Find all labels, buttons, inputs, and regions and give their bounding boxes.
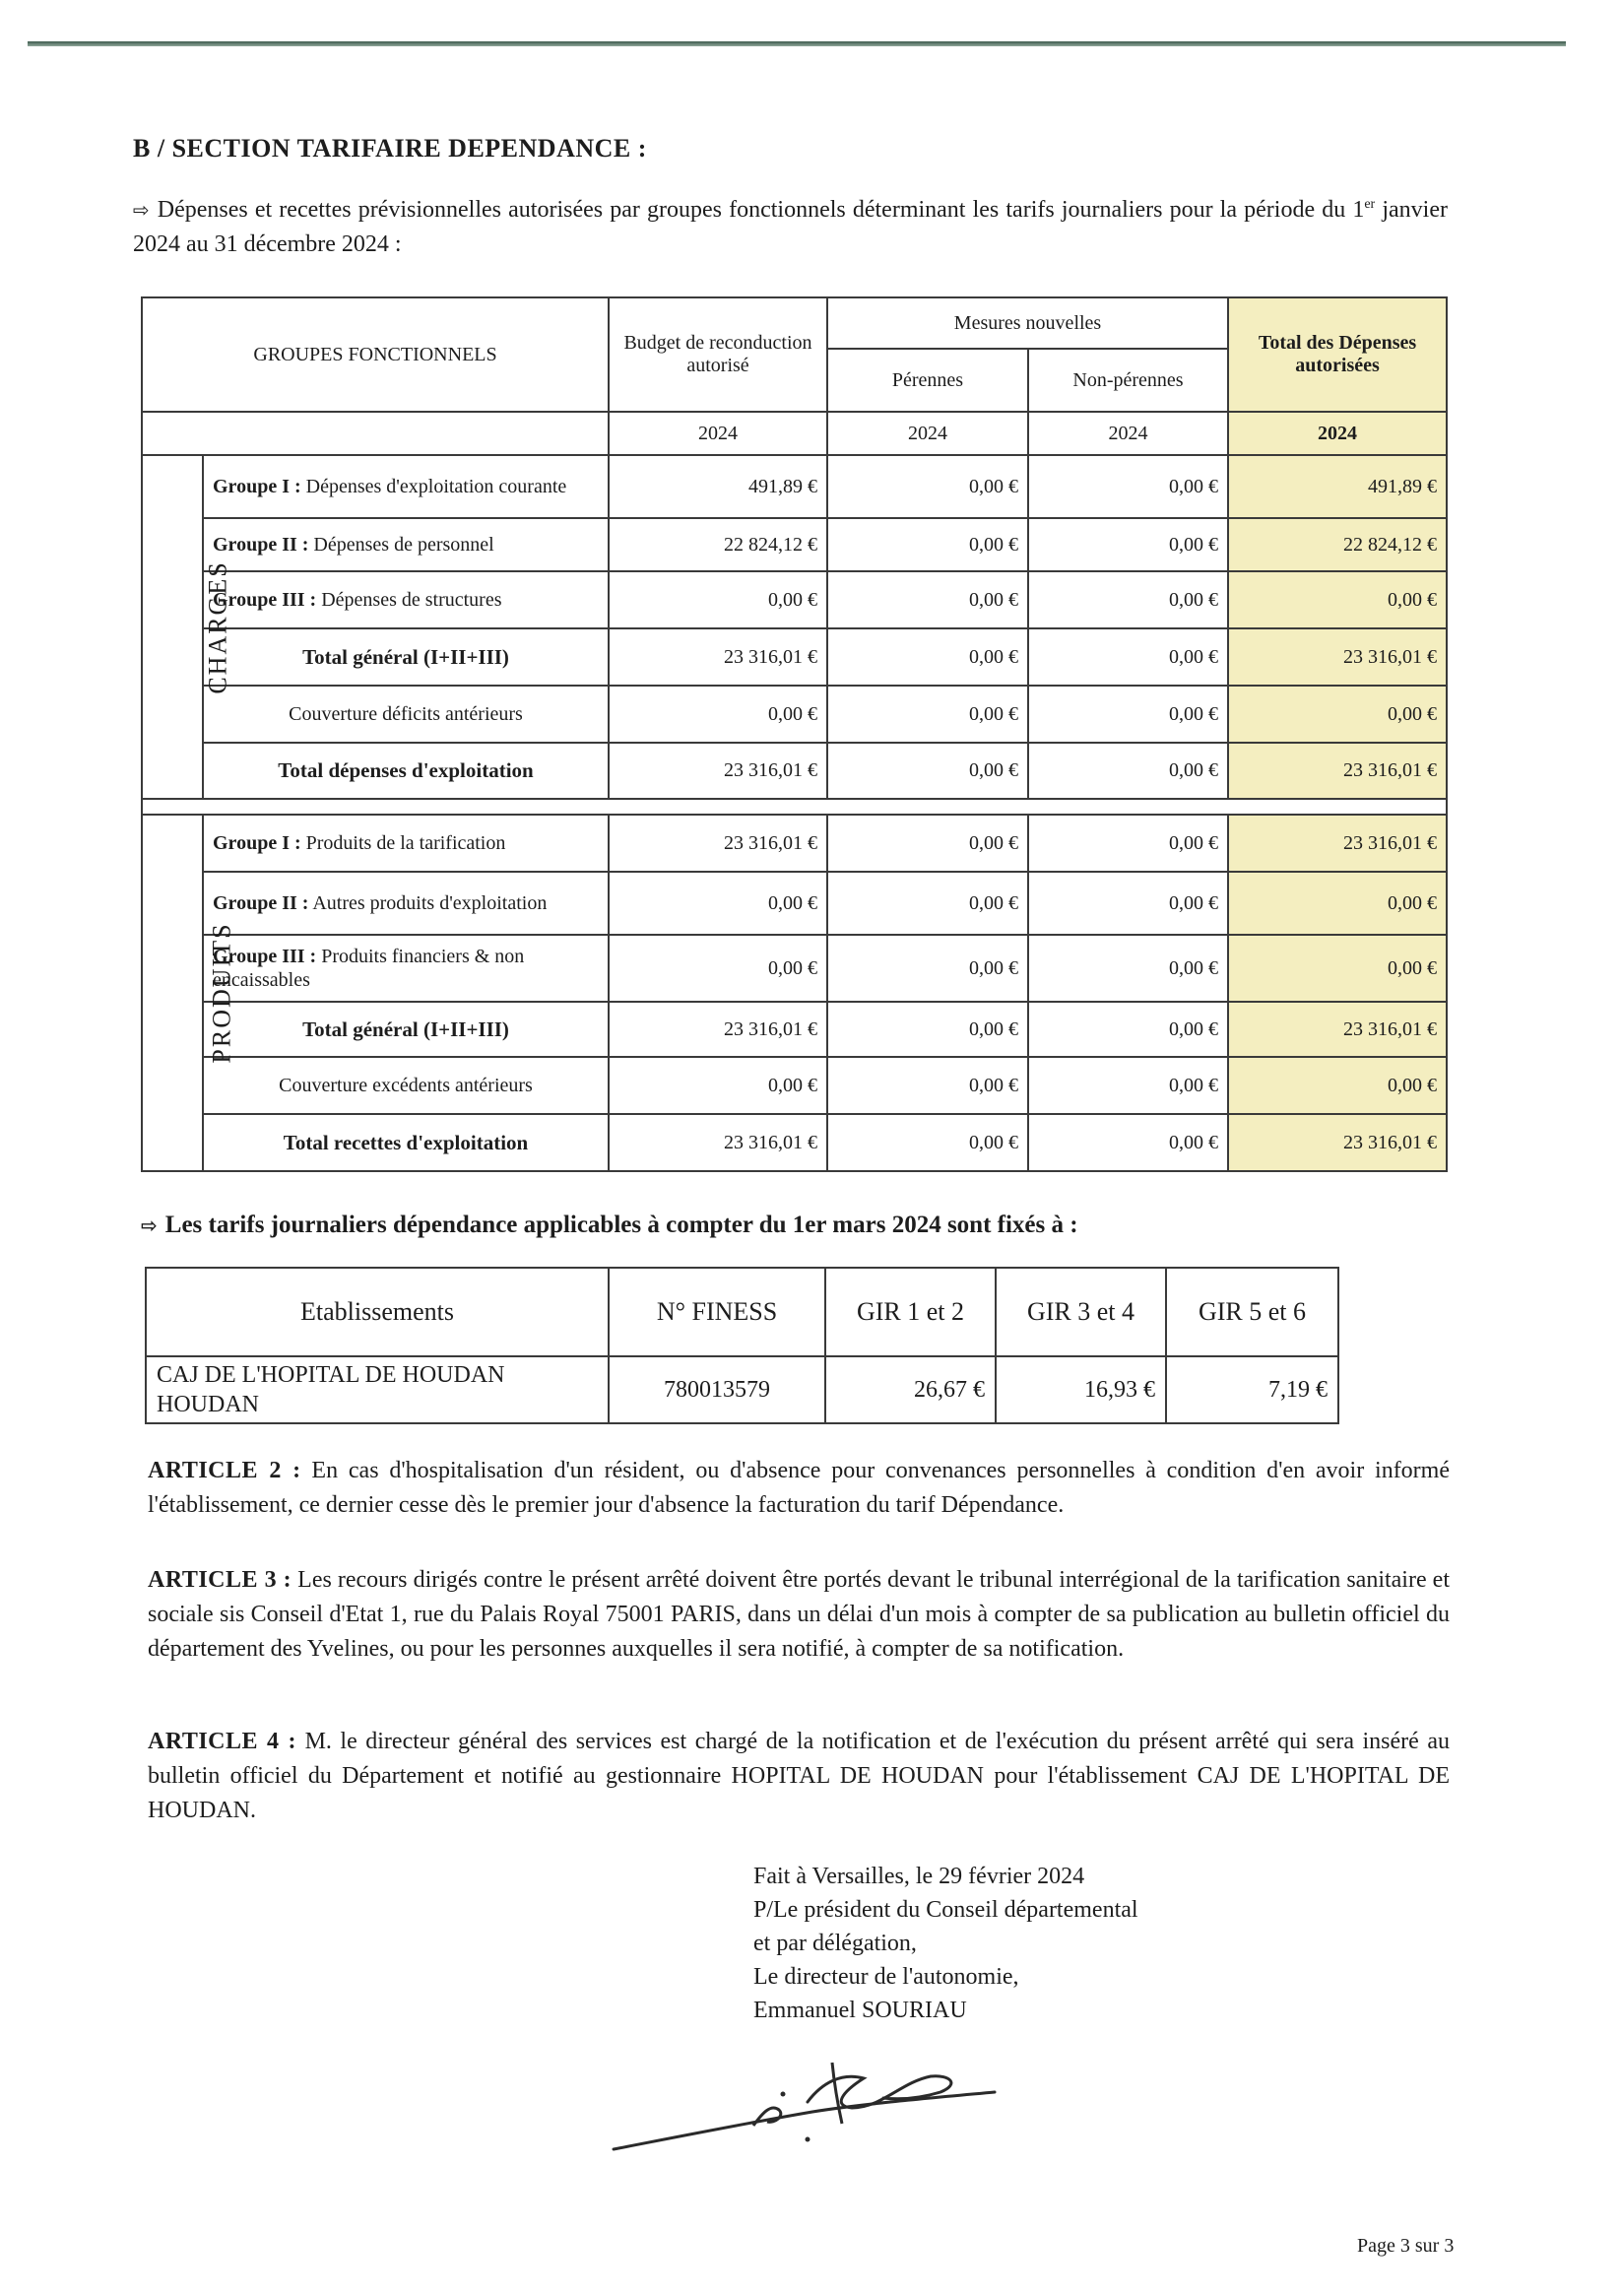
signature-block [753, 1860, 1138, 2027]
cell-total: 491,89 € [1228, 455, 1447, 518]
header-year-budget: 2024 [609, 412, 827, 455]
arrow-right-icon: ⇨ [133, 198, 150, 222]
cell-total: 23 316,01 € [1228, 1002, 1447, 1057]
signature-line: et par délégation, [753, 1931, 917, 1956]
header-perennes: Pérennes [827, 349, 1028, 412]
cell-total: 23 316,01 € [1228, 1114, 1447, 1171]
cell-budget: 23 316,01 € [609, 743, 827, 799]
cell-total: 0,00 € [1228, 872, 1447, 935]
cell-non-perennes: 0,00 € [1028, 518, 1228, 571]
cell-budget: 0,00 € [609, 571, 827, 628]
cell-budget: 23 316,01 € [609, 1114, 827, 1171]
cell-budget: 23 316,01 € [609, 1002, 827, 1057]
row-label: Couverture déficits antérieurs [203, 686, 609, 743]
cell-total: 0,00 € [1228, 1057, 1447, 1114]
table-row [142, 628, 1447, 686]
tarif-gir34: 16,93 € [996, 1356, 1166, 1423]
cell-perennes: 0,00 € [827, 1002, 1028, 1057]
cell-perennes: 0,00 € [827, 743, 1028, 799]
cell-perennes: 0,00 € [827, 1057, 1028, 1114]
section-title: B / SECTION TARIFAIRE DEPENDANCE : [133, 134, 647, 163]
header-year-total: 2024 [1228, 412, 1447, 455]
row-label: Groupe I : Dépenses d'exploitation courante [203, 455, 609, 518]
cell-total: 0,00 € [1228, 571, 1447, 628]
signature-line: P/Le président du Conseil départemental [753, 1897, 1138, 1923]
cell-non-perennes: 0,00 € [1028, 455, 1228, 518]
charges-section [142, 455, 1447, 799]
cell-total: 23 316,01 € [1228, 815, 1447, 872]
cell-perennes: 0,00 € [827, 455, 1028, 518]
header-budget: Budget de reconduction autorisé [609, 297, 827, 412]
row-label: Total général (I+II+III) [203, 628, 609, 686]
header-groups: GROUPES FONCTIONNELS [142, 297, 609, 412]
cell-non-perennes: 0,00 € [1028, 686, 1228, 743]
intro-text-b: janvier 2024 au 31 décembre 2024 : [133, 197, 1448, 257]
table-row [142, 1114, 1447, 1171]
cell-total: 0,00 € [1228, 935, 1447, 1002]
budget-table [141, 296, 1448, 1172]
cell-budget: 0,00 € [609, 1057, 827, 1114]
row-label: Groupe I : Produits de la tarification [203, 815, 609, 872]
table-row [142, 743, 1447, 799]
cell-budget: 22 824,12 € [609, 518, 827, 571]
article-3: ARTICLE 3 : Les recours dirigés contre le présent arrêté doivent être portés devant le tribunal interrégional de la tarification sanitaire et sociale sis Conseil d'Etat 1, rue du Palais Royal 75001 PARIS, dans un délai d'un mois à compter de sa publication au bulletin officiel du département des Yvelines, ou pour les personnes auxquelles il sera notifié, à compter de sa notification. [148, 1567, 1450, 1662]
produits-side-label: PRODUITS [142, 815, 203, 1171]
cell-non-perennes: 0,00 € [1028, 872, 1228, 935]
tarif-etablissement: CAJ DE L'HOPITAL DE HOUDAN HOUDAN [146, 1356, 609, 1423]
intro-text-a: Dépenses et recettes prévisionnelles autorisées par groupes fonctionnels déterminant les tarifs journaliers pour la période du 1 [157, 197, 1365, 223]
row-label: Couverture excédents antérieurs [203, 1057, 609, 1114]
cell-total: 0,00 € [1228, 686, 1447, 743]
charges-side-label: CHARGES [142, 455, 203, 799]
cell-perennes: 0,00 € [827, 935, 1028, 1002]
table-row [142, 815, 1447, 872]
cell-budget: 0,00 € [609, 935, 827, 1002]
header-total: Total des Dépenses autorisées [1228, 297, 1447, 412]
page-number: Page 3 sur 3 [1357, 2235, 1455, 2257]
cell-perennes: 0,00 € [827, 686, 1028, 743]
header-year-perennes: 2024 [827, 412, 1028, 455]
cell-total: 22 824,12 € [1228, 518, 1447, 571]
table-row [142, 455, 1447, 518]
cell-budget: 23 316,01 € [609, 628, 827, 686]
cell-total: 23 316,01 € [1228, 628, 1447, 686]
cell-non-perennes: 0,00 € [1028, 1057, 1228, 1114]
table-row [142, 935, 1447, 1002]
cell-budget: 0,00 € [609, 686, 827, 743]
cell-perennes: 0,00 € [827, 1114, 1028, 1171]
signature-line: Fait à Versailles, le 29 février 2024 [753, 1864, 1085, 1889]
header-year-blank [142, 412, 609, 455]
cell-non-perennes: 0,00 € [1028, 743, 1228, 799]
produits-section [142, 815, 1447, 1171]
table-row [142, 1057, 1447, 1114]
table-row [142, 1002, 1447, 1057]
intro-sup: er [1364, 197, 1376, 212]
row-label: Groupe II : Autres produits d'exploitation [203, 872, 609, 935]
signature-line: Le directeur de l'autonomie, [753, 1964, 1019, 1990]
row-label: Total dépenses d'exploitation [203, 743, 609, 799]
row-label: Total général (I+II+III) [203, 1002, 609, 1057]
cell-non-perennes: 0,00 € [1028, 935, 1228, 1002]
cell-budget: 491,89 € [609, 455, 827, 518]
arrow-right-icon: ⇨ [141, 1214, 158, 1237]
table-row [142, 872, 1447, 935]
tarif-finess: 780013579 [609, 1356, 825, 1423]
header-year-non-perennes: 2024 [1028, 412, 1228, 455]
tarif-header-gir12: GIR 1 et 2 [825, 1268, 996, 1356]
intro-paragraph [133, 193, 1448, 262]
row-label: Groupe II : Dépenses de personnel [203, 518, 609, 571]
tarif-header-gir56: GIR 5 et 6 [1166, 1268, 1338, 1356]
signature-line: Emmanuel SOURIAU [753, 1998, 967, 2023]
cell-perennes: 0,00 € [827, 815, 1028, 872]
cell-non-perennes: 0,00 € [1028, 571, 1228, 628]
top-rule [28, 41, 1566, 46]
handwritten-signature [606, 2043, 1000, 2161]
tarifs-table [145, 1267, 1339, 1424]
tarifs-title: ⇨ Les tarifs journaliers dépendance applicables à compter du 1er mars 2024 sont fixés à : [141, 1212, 1078, 1238]
article-2: ARTICLE 2 : En cas d'hospitalisation d'un résident, ou d'absence pour convenances personnelles à condition d'en avoir informé l'établissement, ce dernier cesse dès le premier jour d'absence la facturation du tarif Dépendance. [148, 1458, 1450, 1518]
tarif-header-finess: N° FINESS [609, 1268, 825, 1356]
tarif-header-gir34: GIR 3 et 4 [996, 1268, 1166, 1356]
row-label: Total recettes d'exploitation [203, 1114, 609, 1171]
tarif-gir56: 7,19 € [1166, 1356, 1338, 1423]
table-gap [142, 799, 1447, 815]
cell-budget: 23 316,01 € [609, 815, 827, 872]
cell-perennes: 0,00 € [827, 518, 1028, 571]
table-row [142, 518, 1447, 571]
cell-budget: 0,00 € [609, 872, 827, 935]
tarif-gir12: 26,67 € [825, 1356, 996, 1423]
table-row [146, 1356, 1338, 1423]
header-mesures: Mesures nouvelles [827, 297, 1228, 349]
cell-perennes: 0,00 € [827, 872, 1028, 935]
table-row [142, 686, 1447, 743]
cell-total: 23 316,01 € [1228, 743, 1447, 799]
cell-perennes: 0,00 € [827, 571, 1028, 628]
cell-non-perennes: 0,00 € [1028, 815, 1228, 872]
cell-perennes: 0,00 € [827, 628, 1028, 686]
tarif-header-etablissements: Etablissements [146, 1268, 609, 1356]
cell-non-perennes: 0,00 € [1028, 628, 1228, 686]
cell-non-perennes: 0,00 € [1028, 1002, 1228, 1057]
header-non-perennes: Non-pérennes [1028, 349, 1228, 412]
cell-non-perennes: 0,00 € [1028, 1114, 1228, 1171]
row-label: Groupe III : Dépenses de structures [203, 571, 609, 628]
table-row [142, 571, 1447, 628]
article-4: ARTICLE 4 : M. le directeur général des services est chargé de la notification et de l'exécution du présent arrêté qui sera inséré au bulletin officiel du Département et notifié au gestionnaire HOPITAL DE HOUDAN pour l'établissement CAJ DE L'HOPITAL DE HOUDAN. [148, 1729, 1450, 1823]
row-label: Groupe III : Produits financiers & non encaissables [203, 935, 609, 1002]
